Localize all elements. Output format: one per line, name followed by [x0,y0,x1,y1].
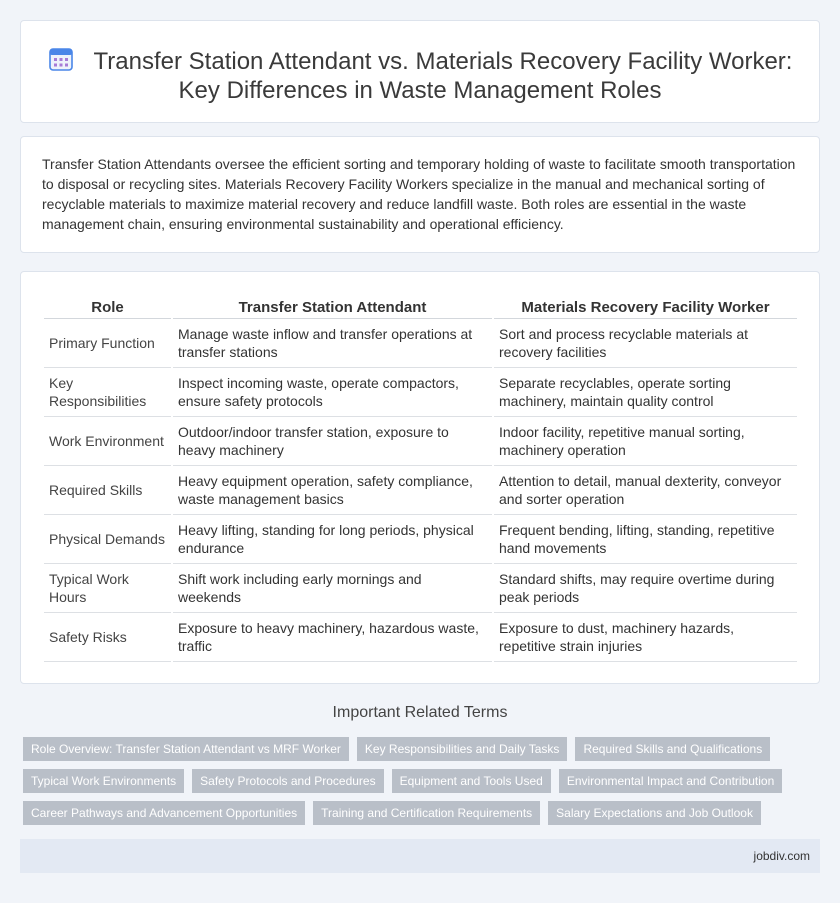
table-row [44,515,797,564]
tsa-cell: Shift work including early mornings and weekends [173,564,492,613]
table-header-row [44,297,797,319]
table-row [44,466,797,515]
title-card [20,20,820,123]
page-title: Transfer Station Attendant vs. Materials Recovery Facility Worker: Key Differences in Waste Management Roles [93,48,793,104]
calendar-icon [48,46,74,72]
header-transfer-station-attendant: Transfer Station Attendant [173,297,492,319]
related-terms-heading: Important Related Terms [332,704,508,721]
footer [20,839,820,873]
tag-salary-outlook[interactable]: Salary Expectations and Job Outlook [548,801,761,825]
tag-role-overview[interactable]: Role Overview: Transfer Station Attendant vs MRF Worker [23,737,349,761]
row-label: Physical Demands [44,515,171,564]
tag-required-skills[interactable]: Required Skills and Qualifications [575,737,770,761]
mrf-cell: Attention to detail, manual dexterity, conveyor and sorter operation [494,466,797,515]
tag-row [23,737,823,761]
table-row [44,319,797,368]
tag-key-responsibilities[interactable]: Key Responsibilities and Daily Tasks [357,737,568,761]
row-label: Primary Function [44,319,171,368]
header-role: Role [44,297,171,319]
tsa-cell: Heavy lifting, standing for long periods, physical endurance [173,515,492,564]
row-label: Required Skills [44,466,171,515]
table-row [44,417,797,466]
tsa-cell: Inspect incoming waste, operate compactors, ensure safety protocols [173,368,492,417]
tag-row [23,801,823,825]
related-terms-tags [23,737,823,833]
mrf-cell: Sort and process recyclable materials at recovery facilities [494,319,797,368]
tsa-cell: Manage waste inflow and transfer operations at transfer stations [173,319,492,368]
tsa-cell: Heavy equipment operation, safety compliance, waste management basics [173,466,492,515]
tag-safety-protocols[interactable]: Safety Protocols and Procedures [192,769,383,793]
mrf-cell: Standard shifts, may require overtime during peak periods [494,564,797,613]
header-mrf-worker: Materials Recovery Facility Worker [494,297,797,319]
intro-paragraph: Transfer Station Attendants oversee the efficient sorting and temporary holding of waste to facilitate smooth transportation to disposal or recycling sites. Materials Recovery Facility Workers specialize in the manual and mechanical sorting of recyclable materials to maximize material recovery and reduce landfill waste. Both roles are essential in the waste management chain, ensuring environmental sustainability and operational efficiency. [42,156,796,232]
tsa-cell: Exposure to heavy machinery, hazardous waste, traffic [173,613,492,662]
row-label: Safety Risks [44,613,171,662]
mrf-cell: Indoor facility, repetitive manual sorting, machinery operation [494,417,797,466]
tag-career-pathways[interactable]: Career Pathways and Advancement Opportunities [23,801,305,825]
row-label: Key Responsibilities [44,368,171,417]
tag-training-certification[interactable]: Training and Certification Requirements [313,801,540,825]
tag-work-environments[interactable]: Typical Work Environments [23,769,184,793]
row-label: Typical Work Hours [44,564,171,613]
tag-environmental-impact[interactable]: Environmental Impact and Contribution [559,769,782,793]
tsa-cell: Outdoor/indoor transfer station, exposure to heavy machinery [173,417,492,466]
table-row [44,368,797,417]
tag-equipment-tools[interactable]: Equipment and Tools Used [392,769,551,793]
comparison-card [20,271,820,684]
mrf-cell: Frequent bending, lifting, standing, repetitive hand movements [494,515,797,564]
tag-row [23,769,823,793]
intro-card [20,136,820,253]
mrf-cell: Separate recyclables, operate sorting machinery, maintain quality control [494,368,797,417]
footer-site-link[interactable]: jobdiv.com [753,849,810,863]
page-header [41,46,799,105]
table-row [44,613,797,662]
mrf-cell: Exposure to dust, machinery hazards, repetitive strain injuries [494,613,797,662]
table-row [44,564,797,613]
comparison-table [42,297,799,662]
row-label: Work Environment [44,417,171,466]
